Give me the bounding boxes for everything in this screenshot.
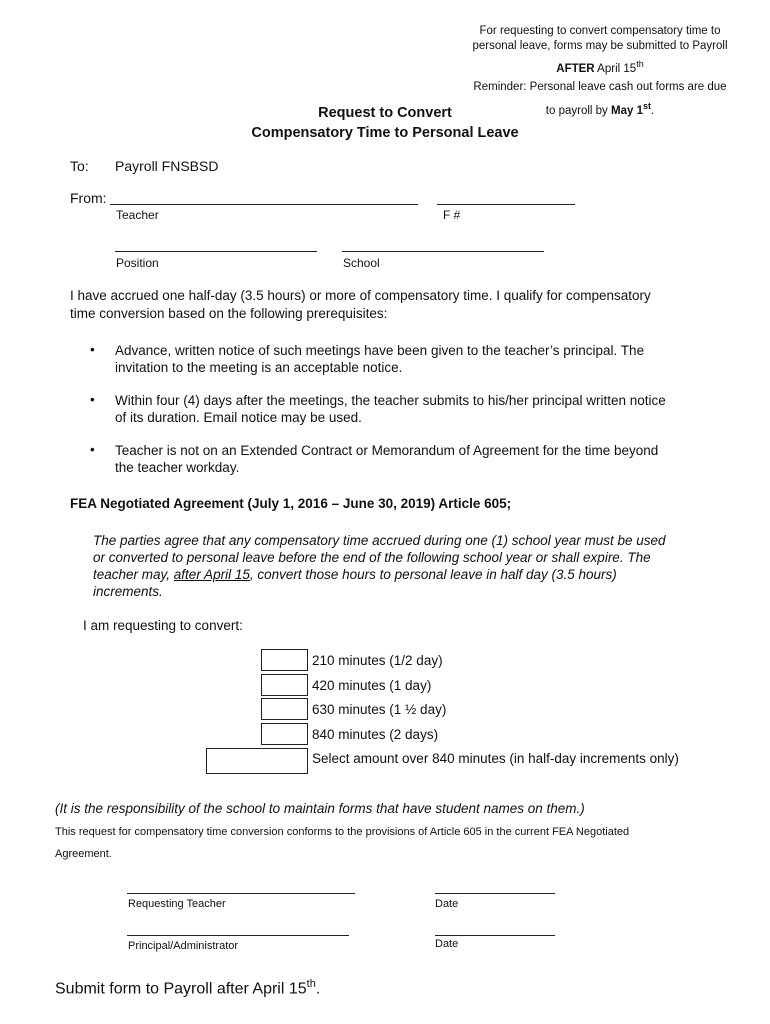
option-label-over-840: Select amount over 840 minutes (in half-day increments only) [312,751,679,766]
footer-end: . [315,980,321,998]
agreement-heading: FEA Negotiated Agreement (July 1, 2016 – June 30, 2019) Article 605; [70,496,512,511]
from-label: From: [70,190,107,206]
conform-line1: This request for compensatory time conversion conforms to the provisions of Article 605 in the current FEA Negotiated [55,826,630,838]
option-label-420: 420 minutes (1 day) [312,678,432,693]
bullet-2-line2: of its duration. Email notice may be used. [115,410,362,425]
intro-paragraph [70,287,651,323]
fnum-label: F # [443,208,461,222]
intro-line1: I have accrued one half-day (3.5 hours) or more of compensatory time. I qualify for compensatory [70,288,651,303]
after-sup: th [636,59,644,69]
reminder-line1: Reminder: Personal leave cash out forms are due [473,80,727,93]
bullet-symbol-2: • [90,392,95,407]
principal-label: Principal/Administrator [128,940,239,952]
header-note-after [450,57,750,77]
option-checkbox-630[interactable] [261,698,308,720]
agreement-line1: The parties agree that any compensatory time accrued during one (1) school year must be used [93,533,666,548]
fnum-line[interactable] [437,204,575,205]
header-note-line2: personal leave, forms may be submitted to Payroll [472,40,728,52]
intro-line2: time conversion based on the following prerequisites: [70,306,388,321]
reminder-bold: May 1 [611,104,643,117]
option-checkbox-210[interactable] [261,649,308,671]
bullet-symbol-1: • [90,342,95,357]
option-checkbox-840[interactable] [261,723,308,745]
school-label: School [343,256,380,270]
date2-label: Date [435,938,459,950]
school-line[interactable] [342,251,544,252]
reminder-end: . [650,104,655,117]
reminder-a: to payroll by [545,104,611,117]
bullet-item-1 [115,342,644,376]
requesting-teacher-label: Requesting Teacher [128,898,226,910]
request-label: I am requesting to convert: [83,618,243,633]
agreement-line2: or converted to personal leave before the end of the following school year or shall expire. The [93,550,651,565]
agreement-line4: increments. [93,584,163,599]
footer-main: Submit form to Payroll after April 15 [55,980,307,998]
bullet-3-line1: Teacher is not on an Extended Contract or Memorandum of Agreement for the time beyond [115,443,659,458]
after-bold: AFTER [556,62,595,75]
bullet-1-line2: invitation to the meeting is an acceptable notice. [115,360,403,375]
bullet-3-line2: the teacher workday. [115,460,240,475]
option-label-840: 840 minutes (2 days) [312,727,439,742]
agreement-text [93,532,666,600]
agreement-line3-underlined: after April 15 [173,567,250,582]
option-checkbox-420[interactable] [261,674,308,696]
teacher-label: Teacher [116,208,159,222]
reminder-sup: st [642,100,651,111]
bullet-item-3 [115,442,658,476]
agreement-line3 [93,566,666,583]
position-line[interactable] [115,251,317,252]
date1-line[interactable] [435,893,555,894]
footer-text [55,978,320,998]
conform-line2: Agreement. [55,848,112,860]
title-line2: Compensatory Time to Personal Leave [251,125,519,141]
responsibility-note: (It is the responsibility of the school to maintain forms that have student names on them.) [55,801,585,816]
title-line1: Request to Convert [318,105,452,121]
option-input-over-840[interactable] [206,748,308,774]
header-note-line1: For requesting to convert compensatory time to [479,25,721,37]
bullet-1-line1: Advance, written notice of such meetings have been given to the teacher’s principal. The [115,343,645,358]
to-value: Payroll FNSBSD [115,158,219,174]
agreement-line3-a: teacher may, [93,567,174,582]
option-label-630: 630 minutes (1 ½ day) [312,702,447,717]
option-label-210: 210 minutes (1/2 day) [312,653,443,668]
bullet-2-line1: Within four (4) days after the meetings, the teacher submits to his/her principal written notice [115,393,666,408]
date1-label: Date [435,898,459,910]
after-rest: April 15 [594,62,637,75]
bullet-symbol-3: • [90,442,95,457]
agreement-line3-b: , convert those hours to personal leave in half day (3.5 hours) [249,567,617,582]
teacher-line[interactable] [110,204,418,205]
bullet-item-2 [115,392,666,426]
requesting-teacher-signature-line[interactable] [127,893,355,894]
principal-signature-line[interactable] [127,935,349,936]
position-label: Position [116,256,159,270]
to-label: To: [70,158,89,174]
footer-sup: th [306,978,316,990]
date2-line[interactable] [435,935,555,936]
